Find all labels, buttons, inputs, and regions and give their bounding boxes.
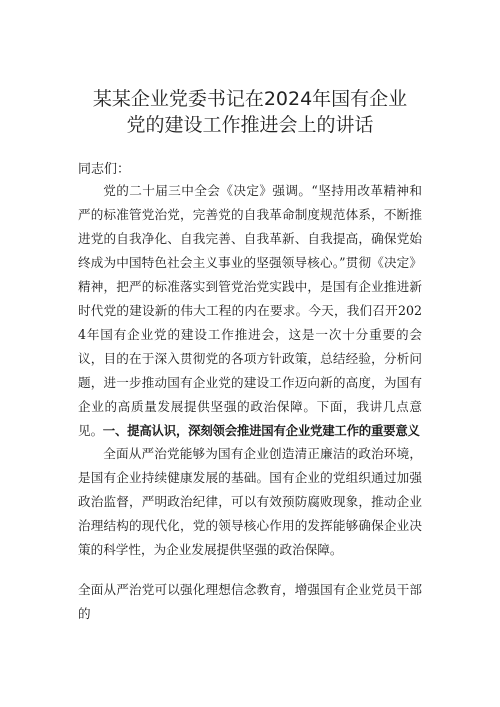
body-paragraph-2: 全面从严治党能够为国有企业创造清正廉洁的政治环境，是国有企业持续健康发展的基础。国有企业的党组织通过加强政治监督，严明政治纪律，可以有效预防腐败现象，推动企业治理结构的现代化，党的领导核心作用的发挥能够确保企业决策的科学性，为企业发展提供坚强的政治保障。 [78, 446, 422, 557]
section-heading-1: 一、提高认识，深刻领会推进国有企业党建工作的重要意义 [102, 423, 420, 438]
body-paragraph-1: 党的二十届三中全会《决定》强调。“坚持用改革精神和严的标准管党治党，完善党的自我革命制度规范体系，不断推进党的自我净化、自我完善、自我革新、自我提高，确保党始终成为中国特色社会主义事业的坚强领导核心。”贯彻《决定》精神，把严的标准落实到管党治党实践中，是国有企业推进新时代党的建设新的伟大工程的内在要求。今天，我们召开2024年国有企业党的建设工作推进会，这是一次十分重要的会议，目的在于深入贯彻党的各项方针政策，总结经验，分析问题，进一步推动国有企业党的建设工作迈向新的高度，为国有企业的高质量发展提供坚强的政治保障。下面，我讲几点意见。 [78, 183, 422, 438]
salutation: 同志们： [78, 162, 131, 177]
document-title-line-1: 某某企业党委书记在2024年国有企业 [92, 88, 408, 110]
document-title-line-2: 党的建设工作推进会上的讲话 [126, 114, 374, 136]
body-paragraph-3: 全面从严治党可以强化理想信念教育，增强国有企业党员干部的 [78, 582, 422, 621]
